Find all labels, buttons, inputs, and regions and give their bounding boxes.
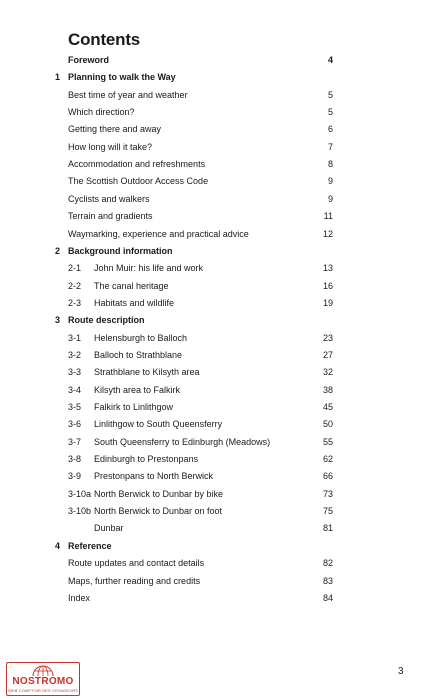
toc-entry-title: The Scottish Outdoor Access Code xyxy=(68,176,209,187)
toc-entry-title: The canal heritage xyxy=(94,280,169,291)
toc-page-number: 66 xyxy=(322,471,333,482)
page-number: 3 xyxy=(398,666,404,677)
toc-entry-title: Best time of year and weather xyxy=(68,89,188,100)
toc-page-number: 12 xyxy=(322,228,333,239)
toc-entry xyxy=(0,590,435,607)
toc-page-number: 50 xyxy=(322,419,333,430)
toc-entry xyxy=(0,226,435,243)
toc-section-number: 3-5 xyxy=(68,402,82,412)
toc-entry xyxy=(0,399,435,416)
toc-page-number: 11 xyxy=(323,211,333,222)
toc-entry xyxy=(0,520,435,537)
toc-page-number: 55 xyxy=(322,436,333,447)
toc-chapter-number: 4 xyxy=(55,540,61,551)
toc-chapter-heading xyxy=(0,69,435,86)
toc-page-number: 8 xyxy=(327,159,333,170)
toc-entry-title: Balloch to Strathblane xyxy=(94,349,183,360)
toc-section-number: 3-4 xyxy=(68,384,82,395)
toc-page-number: 9 xyxy=(327,193,333,204)
toc-entry-title: Route description xyxy=(68,315,145,326)
toc-chapter-number: 3 xyxy=(55,315,61,326)
toc-page-number: 5 xyxy=(327,107,333,118)
toc-page-number: 27 xyxy=(322,349,333,360)
toc-page-number: 38 xyxy=(322,384,333,395)
toc-page-number: 84 xyxy=(322,592,333,603)
toc-entry xyxy=(0,347,435,364)
toc-entry-title: Strathblane to Kilsyth area xyxy=(94,367,200,378)
toc-entry-title: Planning to walk the Way xyxy=(68,72,176,83)
toc-entry xyxy=(0,260,435,277)
toc-entry xyxy=(0,573,435,590)
toc-entry-title: Foreword xyxy=(68,55,110,65)
toc-section-number: 3-10b xyxy=(68,506,92,517)
toc-entry xyxy=(0,330,435,347)
toc-entry xyxy=(0,278,435,295)
toc-section-number: 3-3 xyxy=(68,367,82,378)
toc-entry-title: Dunbar xyxy=(94,523,124,534)
toc-page-number: 9 xyxy=(327,176,333,187)
nostromo-logo xyxy=(6,662,80,696)
toc-entry xyxy=(0,468,435,485)
toc-entry-title: Falkirk to Linlithgow xyxy=(94,402,174,412)
toc-section-number: 3-10a xyxy=(68,488,92,499)
toc-entry-title: How long will it take? xyxy=(68,141,153,152)
toc-page-number: 45 xyxy=(322,402,333,412)
toc-entry-title: Linlithgow to South Queensferry xyxy=(94,419,223,430)
toc-entry-title: Reference xyxy=(68,540,112,551)
toc-chapter-heading xyxy=(0,538,435,555)
toc-entry xyxy=(0,451,435,468)
toc-page-number: 73 xyxy=(322,488,333,499)
toc-chapter-heading xyxy=(0,243,435,260)
toc-page-number: 32 xyxy=(322,367,333,378)
toc-entry-title: Accommodation and refreshments xyxy=(68,159,206,170)
toc-entry-title: Maps, further reading and credits xyxy=(68,575,201,586)
toc-section-number: 3-6 xyxy=(68,419,82,430)
toc-chapter-number: 1 xyxy=(55,72,61,83)
toc-entry-title: Helensburgh to Balloch xyxy=(94,332,188,343)
toc-section-number: 3-2 xyxy=(68,349,82,360)
toc-entry-title: North Berwick to Dunbar on foot xyxy=(94,506,223,517)
toc-entry xyxy=(0,208,435,225)
toc-entry xyxy=(0,104,435,121)
toc-page-number: 75 xyxy=(322,506,333,517)
toc-page-number: 16 xyxy=(322,280,333,291)
toc-entry-title: Kilsyth area to Falkirk xyxy=(94,384,181,395)
toc-entry xyxy=(0,486,435,503)
toc-entry-title: Prestonpans to North Berwick xyxy=(94,471,214,482)
toc-entry xyxy=(0,295,435,312)
toc-section-number: 3-8 xyxy=(68,454,82,465)
toc-page-number: 4 xyxy=(327,55,333,65)
toc-page-number: 23 xyxy=(322,332,333,343)
toc-entry-title: Edinburgh to Prestonpans xyxy=(94,454,199,465)
toc-entry-title: Habitats and wildlife xyxy=(94,297,175,308)
toc-entry-title: Terrain and gradients xyxy=(68,211,153,222)
toc-section-number: 2-3 xyxy=(68,297,82,308)
toc-entry-title: Background information xyxy=(68,245,173,256)
toc-entry xyxy=(0,364,435,381)
toc-entry-title: South Queensferry to Edinburgh (Meadows) xyxy=(94,436,271,447)
toc-page-number: 13 xyxy=(322,263,333,274)
toc-entry xyxy=(0,156,435,173)
toc-entry xyxy=(0,434,435,451)
toc-section-number: 2-2 xyxy=(68,280,82,291)
toc-page-number: 6 xyxy=(327,124,333,135)
toc-page-number: 7 xyxy=(327,141,333,152)
toc-entry xyxy=(0,173,435,190)
toc-entry xyxy=(0,139,435,156)
toc-page-number: 5 xyxy=(327,89,333,100)
toc-page-number: 82 xyxy=(322,558,333,569)
toc-entry-title: Which direction? xyxy=(68,107,135,118)
toc-entry-title: Index xyxy=(68,592,91,603)
toc-entry-title: Route updates and contact details xyxy=(68,558,205,569)
toc-entry xyxy=(0,191,435,208)
toc-page-number: 81 xyxy=(322,523,333,534)
toc-page-number: 19 xyxy=(322,297,333,308)
toc-chapter-heading xyxy=(0,312,435,329)
toc-entry xyxy=(0,416,435,433)
toc-entry xyxy=(0,382,435,399)
toc-section-number: 3-1 xyxy=(68,332,82,343)
toc-entry-title: John Muir: his life and work xyxy=(94,263,204,274)
toc-entry-title: Getting there and away xyxy=(68,124,162,135)
toc-entry xyxy=(0,555,435,572)
toc-section-number: 3-9 xyxy=(68,471,82,482)
toc-page-number: 83 xyxy=(322,575,333,586)
toc-entry-title: Cyclists and walkers xyxy=(68,193,150,204)
toc-section-number: 3-7 xyxy=(68,436,82,447)
toc-entry xyxy=(0,52,435,69)
toc-entry-title: Waymarking, experience and practical advice xyxy=(68,228,249,239)
toc-entry xyxy=(0,503,435,520)
toc-chapter-number: 2 xyxy=(55,245,61,256)
toc-section-number: 2-1 xyxy=(68,263,82,274)
toc-entry xyxy=(0,87,435,104)
toc-entry-title: North Berwick to Dunbar by bike xyxy=(94,488,224,499)
toc-entry xyxy=(0,121,435,138)
logo-tagline: WEB COMPTOIR DES VOYAGEURS xyxy=(8,688,78,693)
toc-page-number: 62 xyxy=(322,454,333,465)
page-title: Contents xyxy=(68,30,141,49)
logo-brand: NOSTROMO xyxy=(12,676,74,687)
